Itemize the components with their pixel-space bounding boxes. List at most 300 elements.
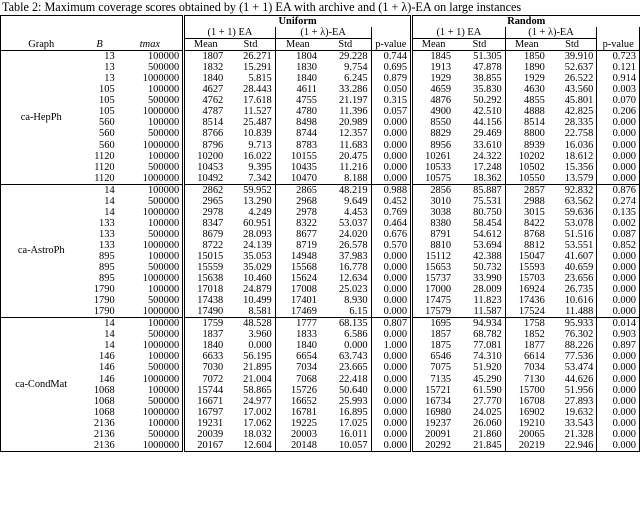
table-cell: 24.322	[473, 150, 502, 162]
table-row	[1, 340, 640, 351]
table-cell: 16.036	[564, 139, 594, 151]
table-cell: 8766	[184, 128, 227, 139]
table-cell: 1832	[184, 62, 227, 73]
table-cell: 0.903	[597, 329, 640, 340]
table-cell: 1000000	[142, 373, 180, 385]
table-cell: 0.000	[371, 262, 411, 273]
table-row	[1, 429, 640, 440]
table-cell: 146	[99, 351, 115, 363]
table-cell: 7075	[412, 362, 455, 373]
table-cell: 10.616	[564, 295, 594, 307]
table-cell: 14	[104, 318, 115, 330]
table-cell: 51.305	[473, 51, 502, 63]
table-cell: 17.062	[243, 417, 272, 429]
table-cell: 42.388	[473, 250, 502, 262]
table-cell: 20003	[275, 429, 320, 440]
table-cell: 15744	[184, 385, 227, 396]
table-cell: 4888	[505, 106, 548, 117]
table-cell: 21.845	[454, 440, 505, 452]
table-cell: 4787	[184, 106, 227, 117]
table-cell: 100000	[147, 417, 180, 429]
table-cell: 0.000	[371, 128, 411, 139]
table-cell: 105	[99, 95, 115, 107]
table-cell: 19225	[275, 418, 320, 429]
table-cell: 2136	[93, 417, 115, 429]
table-cell: 2136	[93, 428, 115, 440]
table-cell: 17524	[505, 306, 548, 318]
table-cell: 22.946	[548, 440, 597, 452]
table-cell: 1913	[412, 62, 455, 73]
table-cell: 17475	[412, 295, 455, 306]
table-row	[1, 240, 640, 251]
table-cell: 500000	[147, 128, 180, 140]
table-cell: 500000	[147, 262, 180, 274]
table-cell: 12.634	[338, 273, 368, 285]
table-cell: 40.659	[564, 262, 594, 274]
table-cell: 51.956	[564, 384, 594, 396]
table-cell: 8812	[505, 240, 548, 251]
table-cell: 0.000	[371, 151, 411, 162]
table-cell: 4755	[275, 95, 320, 106]
table-cell: 20.989	[338, 117, 368, 129]
table-cell: 16652	[275, 396, 320, 407]
table-cell: 1000000	[142, 239, 180, 251]
table-cell: 14	[104, 206, 115, 218]
table-cell: 1120	[94, 150, 115, 162]
table-cell: 8514	[505, 117, 548, 128]
table-row	[1, 128, 640, 139]
table-cell: 1758	[505, 318, 548, 330]
budget-col-header: B	[81, 39, 117, 51]
table-cell: 7068	[275, 374, 320, 385]
table-cell: 1000000	[142, 206, 180, 218]
uniform-alg1-header: (1 + 1) EA	[184, 27, 276, 39]
table-cell: 1875	[412, 340, 455, 351]
table-cell: 560	[99, 139, 115, 151]
table-cell: 8347	[184, 218, 227, 229]
table-cell: 7072	[184, 374, 227, 385]
table-cell: 10533	[412, 162, 455, 173]
table-cell: 0.000	[371, 173, 411, 185]
table-cell: 16734	[412, 396, 455, 407]
table-cell: 8722	[184, 240, 227, 251]
table-cell: 16902	[505, 407, 548, 418]
table-cell: 15015	[184, 251, 227, 262]
table-cell: 17.618	[243, 95, 272, 107]
table-cell: 8422	[505, 218, 548, 229]
table-cell: 500000	[147, 62, 180, 74]
table-cell: 14	[104, 184, 115, 196]
table-cell: 18.362	[454, 173, 505, 185]
table-cell: 8550	[412, 117, 455, 128]
random-header: Random	[412, 16, 640, 28]
table-cell: 8719	[275, 240, 320, 251]
table-cell: 1833	[275, 329, 320, 340]
table-cell: 68.782	[473, 329, 502, 341]
table-cell: 3015	[505, 207, 548, 218]
table-cell: 3038	[412, 207, 455, 218]
table-cell: 0.807	[371, 318, 411, 330]
table-cell: 9.754	[344, 62, 368, 74]
table-cell: 19210	[505, 418, 548, 429]
table-row	[1, 140, 640, 151]
table-cell: 22.418	[338, 373, 368, 385]
table-cell: 0.000	[597, 151, 640, 162]
caption-label: Table 2:	[2, 0, 42, 14]
table-cell: 0.452	[371, 196, 411, 207]
table-cell: 1790	[93, 295, 115, 307]
table-cell: 33.286	[338, 84, 368, 96]
table-cell: 0.852	[597, 240, 640, 251]
table-cell: 560	[99, 128, 115, 140]
table-cell: 3.960	[248, 329, 272, 341]
table-cell: 35.029	[243, 262, 272, 274]
table-row	[1, 273, 640, 284]
table-cell: 16671	[184, 396, 227, 407]
table-cell: 18.032	[243, 428, 272, 440]
graph-name-cell: ca-CondMat	[1, 318, 82, 452]
table-cell: 0.000	[597, 351, 640, 362]
table-cell: 1830	[275, 62, 320, 73]
table-cell: 11.683	[339, 139, 368, 151]
table-cell: 25.023	[338, 284, 368, 296]
table-cell: 27.770	[473, 395, 502, 407]
table-cell: 15703	[505, 273, 548, 284]
table-cell: 1840	[184, 340, 227, 351]
table-cell: 54.612	[473, 228, 502, 240]
table-cell: 24.139	[243, 239, 272, 251]
table-cell: 37.983	[338, 250, 368, 262]
table-cell: 76.302	[564, 329, 594, 341]
table-cell: 11.587	[454, 306, 505, 318]
table-cell: 2978	[275, 207, 320, 218]
table-cell: 1890	[505, 62, 548, 73]
table-cell: 16797	[184, 407, 227, 418]
table-cell: 4780	[275, 106, 320, 117]
table-cell: 0.000	[371, 117, 411, 128]
table-cell: 20039	[184, 429, 227, 440]
table-cell: 0.000	[597, 295, 640, 306]
table-cell: 500000	[147, 428, 180, 440]
table-cell: 7034	[275, 362, 320, 373]
table-cell: 17018	[184, 284, 227, 295]
table-cell: 0.000	[371, 351, 411, 362]
table-cell: 16980	[412, 407, 455, 418]
table-cell: 14	[104, 329, 115, 341]
table-cell: 11.396	[339, 106, 368, 118]
table-cell: 21.860	[473, 428, 502, 440]
table-cell: 1840	[275, 340, 320, 351]
table-cell: 0.000	[597, 362, 640, 373]
table-cell: 6614	[505, 351, 548, 362]
table-cell: 53.037	[338, 217, 368, 229]
table-cell: 13	[104, 73, 115, 85]
table-cell: 0.000	[597, 173, 640, 185]
graph-name-cell: ca-HepPh	[1, 51, 82, 185]
table-cell: 6.15	[320, 306, 371, 318]
table-cell: 20292	[412, 440, 455, 452]
r1-std-header: Std	[454, 39, 505, 51]
table-cell: 4630	[505, 84, 548, 95]
table-cell: 0.000	[371, 385, 411, 396]
table-cell: 77.081	[473, 340, 502, 352]
table-cell: 80.750	[473, 206, 502, 218]
table-cell: 500000	[147, 95, 180, 107]
table-cell: 0.000	[597, 117, 640, 128]
table-cell: 33.610	[473, 139, 502, 151]
table-cell: 24.879	[243, 284, 272, 296]
table-cell: 1000000	[142, 406, 180, 418]
table-cell: 500000	[147, 362, 180, 374]
table-cell: 27.893	[564, 395, 594, 407]
table-cell: 500000	[147, 329, 180, 341]
table-cell: 8956	[412, 140, 455, 151]
table-cell: 8800	[505, 128, 548, 139]
table-cell: 53.474	[564, 362, 594, 374]
table-cell: 16.011	[339, 428, 368, 440]
table-cell: 1807	[184, 51, 227, 63]
table-cell: 26.060	[473, 417, 502, 429]
table-cell: 10200	[184, 151, 227, 162]
tmax-col-header: tmax	[118, 39, 184, 51]
table-row	[1, 84, 640, 95]
table-cell: 10492	[184, 173, 227, 185]
table-cell: 0.000	[371, 374, 411, 385]
table-cell: 50.732	[473, 262, 502, 274]
table-row	[1, 106, 640, 117]
table-cell: 17.248	[473, 161, 502, 173]
table-cell: 12.357	[338, 128, 368, 140]
table-cell: 0.000	[248, 340, 272, 352]
table-row	[1, 374, 640, 385]
table-cell: 1837	[184, 329, 227, 340]
table-cell: 500000	[147, 395, 180, 407]
table-cell: 15726	[275, 385, 320, 396]
table-cell: 15112	[412, 251, 455, 262]
table-cell: 58.454	[473, 217, 502, 229]
table-cell: 51.920	[473, 362, 502, 374]
table-cell: 17469	[275, 306, 320, 318]
graph-col-header: Graph	[1, 39, 82, 51]
table-cell: 85.887	[473, 184, 502, 196]
table-cell: 3010	[412, 196, 455, 207]
table-cell: 0.000	[597, 140, 640, 151]
table-cell: 6.245	[344, 73, 368, 85]
table-cell: 88.226	[564, 340, 594, 352]
table-cell: 10502	[505, 162, 548, 173]
table-cell: 1790	[93, 284, 115, 296]
table-cell: 0.002	[597, 218, 640, 229]
table-cell: 8783	[275, 140, 320, 151]
table-cell: 0.914	[597, 73, 640, 84]
table-cell: 4855	[505, 95, 548, 106]
table-cell: 1000000	[142, 340, 180, 352]
table-cell: 6546	[412, 351, 455, 362]
table-row	[1, 284, 640, 295]
table-cell: 10575	[412, 173, 455, 185]
table-cell: 8796	[184, 140, 227, 151]
table-cell: 10155	[275, 151, 320, 162]
r-pvalue-header: p-value	[597, 39, 640, 51]
table-cell: 15593	[505, 262, 548, 273]
table-cell: 133	[99, 228, 115, 240]
table-cell: 100000	[147, 150, 180, 162]
table-cell: 21.004	[243, 373, 272, 385]
table-body	[1, 51, 640, 452]
table-cell: 0.000	[597, 162, 640, 173]
table-cell: 5.815	[248, 73, 272, 85]
table-cell: 105	[99, 84, 115, 96]
table-cell: 20167	[184, 440, 227, 452]
table-row	[1, 207, 640, 218]
table-cell: 0.000	[371, 396, 411, 407]
table-cell: 1068	[93, 384, 115, 396]
table-cell: 105	[99, 106, 115, 118]
table-cell: 7030	[184, 362, 227, 373]
table-cell: 100000	[147, 117, 180, 129]
table-cell: 28.009	[473, 284, 502, 296]
table-cell: 8322	[275, 218, 320, 229]
table-cell: 0.000	[597, 262, 640, 273]
table-cell: 1068	[93, 395, 115, 407]
table-cell: 15559	[184, 262, 227, 273]
table-cell: 2857	[505, 184, 548, 196]
table-cell: 15568	[275, 262, 320, 273]
table-row	[1, 218, 640, 229]
table-cell: 1877	[505, 340, 548, 351]
table-cell: 1068	[93, 406, 115, 418]
table-cell: 15653	[412, 262, 455, 273]
table-row	[1, 418, 640, 429]
table-cell: 0.000	[371, 162, 411, 173]
table-cell: 0.000	[371, 140, 411, 151]
table-cell: 21.197	[338, 95, 368, 107]
table-cell: 100000	[147, 351, 180, 363]
table-cell: 8939	[505, 140, 548, 151]
table-cell: 0.695	[371, 62, 411, 73]
table-cell: 8.188	[320, 173, 371, 185]
table-cell: 18.612	[564, 150, 594, 162]
u1-mean-header: Mean	[184, 39, 227, 51]
table-cell: 0.206	[597, 106, 640, 117]
random-alg1-header: (1 + 1) EA	[412, 27, 506, 39]
table-cell: 8829	[412, 128, 455, 139]
table-cell: 6654	[275, 351, 320, 362]
table-cell: 15624	[275, 273, 320, 284]
random-alg2-header: (1 + λ)-EA	[505, 27, 597, 39]
table-cell: 20148	[275, 440, 320, 452]
table-cell: 92.832	[564, 184, 594, 196]
table-cell: 1000000	[142, 73, 180, 85]
table-cell: 0.087	[597, 229, 640, 240]
table-cell: 10550	[505, 173, 548, 185]
table-cell: 0.000	[371, 440, 411, 452]
table-row	[1, 51, 640, 63]
table-cell: 16.778	[338, 262, 368, 274]
table-cell: 100000	[147, 184, 180, 196]
table-cell: 11.823	[473, 295, 502, 307]
table-cell: 24.025	[473, 406, 502, 418]
u-pvalue-header: p-value	[371, 39, 411, 51]
table-cell: 8677	[275, 229, 320, 240]
u1-std-header: Std	[226, 39, 275, 51]
table-cell: 6.586	[344, 329, 368, 341]
table-cell: 1000000	[142, 273, 180, 285]
uniform-header: Uniform	[184, 16, 412, 28]
table-cell: 2968	[275, 196, 320, 207]
table-cell: 7.342	[226, 173, 275, 185]
table-cell: 0.000	[371, 306, 411, 318]
table-cell: 10.057	[320, 440, 371, 452]
table-cell: 25.487	[243, 117, 272, 129]
table-cell: 16.022	[243, 150, 272, 162]
table-cell: 50.640	[338, 384, 368, 396]
table-cell: 13	[104, 51, 115, 63]
table-cell: 26.271	[243, 51, 272, 63]
table-cell: 51.516	[564, 228, 594, 240]
table-cell: 52.637	[564, 62, 594, 74]
table-cell: 0.050	[371, 84, 411, 95]
table-cell: 15721	[412, 385, 455, 396]
table-cell: 0.000	[597, 429, 640, 440]
table-cell: 2978	[184, 207, 227, 218]
table-cell: 59.952	[243, 184, 272, 196]
table-cell: 74.310	[473, 351, 502, 363]
table-cell: 7130	[505, 374, 548, 385]
table-cell: 7135	[412, 374, 455, 385]
table-cell: 0.464	[371, 218, 411, 229]
table-row	[1, 95, 640, 106]
table-cell: 0.014	[597, 318, 640, 330]
r1-mean-header: Mean	[412, 39, 455, 51]
table-cell: 1852	[505, 329, 548, 340]
table-cell: 29.228	[338, 51, 368, 63]
table-cell: 0.000	[597, 374, 640, 385]
table-cell: 1929	[412, 73, 455, 84]
table-cell: 0.000	[597, 385, 640, 396]
table-cell: 8.930	[344, 295, 368, 307]
table-row	[1, 173, 640, 185]
table-cell: 1777	[275, 318, 320, 330]
table-row	[1, 73, 640, 84]
table-cell: 20219	[505, 440, 548, 452]
table-cell: 42.510	[473, 106, 502, 118]
table-cell: 16.895	[338, 406, 368, 418]
table-cell: 1759	[184, 318, 227, 330]
table-cell: 8744	[275, 128, 320, 139]
table-cell: 35.053	[243, 250, 272, 262]
table-cell: 7034	[505, 362, 548, 373]
table-cell: 0.070	[597, 95, 640, 106]
table-cell: 38.855	[473, 73, 502, 85]
uniform-alg2-header: (1 + λ)-EA	[275, 27, 371, 39]
table-cell: 20091	[412, 429, 455, 440]
table-cell: 45.801	[564, 95, 594, 107]
table-cell: 1804	[275, 51, 320, 63]
table-cell: 1000000	[142, 106, 180, 118]
table-cell: 15.356	[564, 161, 594, 173]
table-cell: 35.830	[473, 84, 502, 96]
table-cell: 15737	[412, 273, 455, 284]
table-cell: 48.528	[243, 318, 272, 330]
table-cell: 0.000	[371, 251, 411, 262]
table-cell: 500000	[147, 228, 180, 240]
table-cell: 24.977	[243, 395, 272, 407]
table-cell: 0.000	[344, 340, 368, 352]
table-cell: 53.694	[473, 239, 502, 251]
table-cell: 500000	[147, 161, 180, 173]
table-cell: 0.570	[371, 240, 411, 251]
